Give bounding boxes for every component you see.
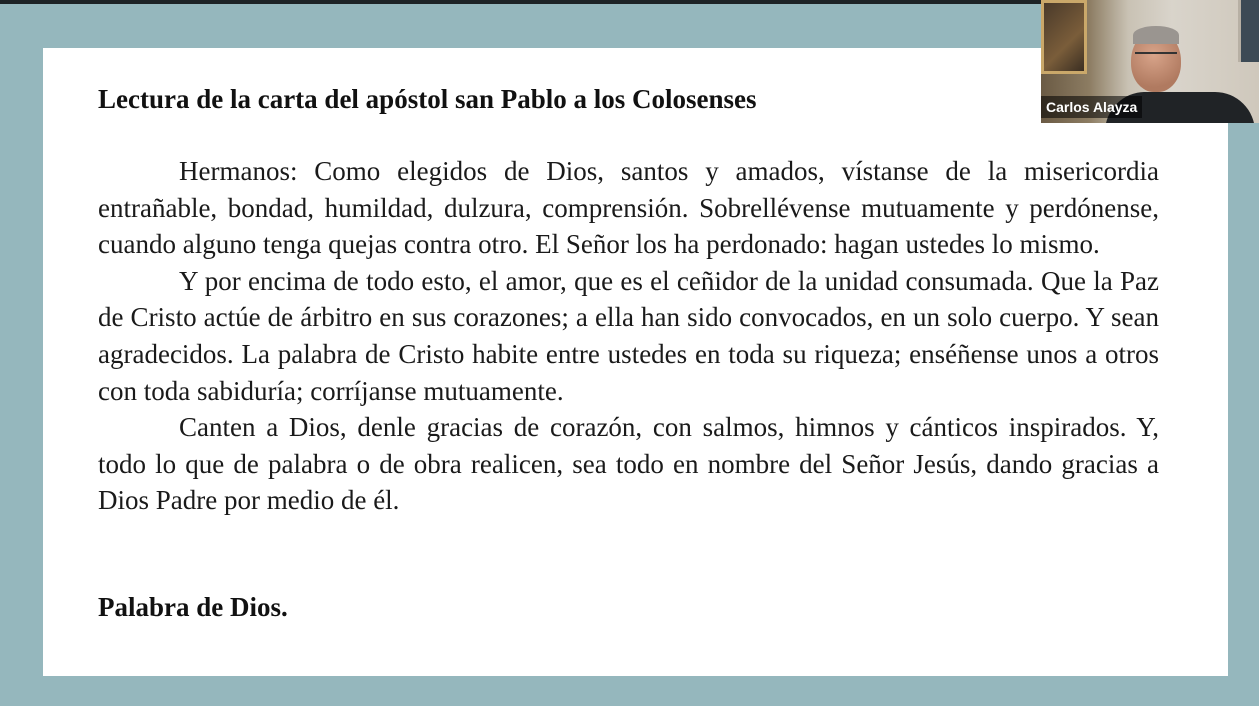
reading-paragraph-1: Hermanos: Como elegidos de Dios, santos y amados, vístanse de la misericordia entrañable, bondad, humildad, dulzura, comprensión. Sobrellévense mutuamente y perdónense, cuando alguno tenga quejas contra otro. El Señor los ha perdonado: hagan ustedes lo mismo. bbox=[98, 156, 1159, 260]
participant-video-tile[interactable] bbox=[1041, 0, 1259, 123]
zoom-watermark-icon bbox=[1012, 624, 1216, 678]
slide-title: Lectura de la carta del apóstol san Pablo a los Colosenses bbox=[98, 84, 757, 114]
participant-glasses bbox=[1135, 52, 1177, 64]
zoom-watermark-text: zoom bbox=[1012, 624, 1214, 678]
reading-paragraph-3: Canten a Dios, denle gracias de corazón, con salmos, himnos y cánticos inspirados. Y, todo lo que de palabra o de obra realicen, sea todo en nombre del Señor Jesús, dando gracias a Dios Padre por medio de él. bbox=[98, 412, 1159, 516]
participant-name-label: Carlos Alayza bbox=[1041, 96, 1142, 118]
reading-paragraph-2: Y por encima de todo esto, el amor, que es el ceñidor de la unidad consumada. Que la Paz de Cristo actúe de árbitro en sus corazones; a ella han sido convocados, en un solo cuerpo. Y sean agradecidos. La palabra de Cristo habite entre ustedes en toda su riqueza; enséñense unos a otros con toda sabiduría; corríjanse mutuamente. bbox=[98, 265, 1159, 406]
wall-painting bbox=[1041, 0, 1087, 74]
participant-hair bbox=[1133, 26, 1179, 44]
shared-screen-slide bbox=[43, 48, 1228, 676]
reading-text bbox=[98, 153, 1159, 519]
reading-closing: Palabra de Dios. bbox=[98, 592, 288, 622]
